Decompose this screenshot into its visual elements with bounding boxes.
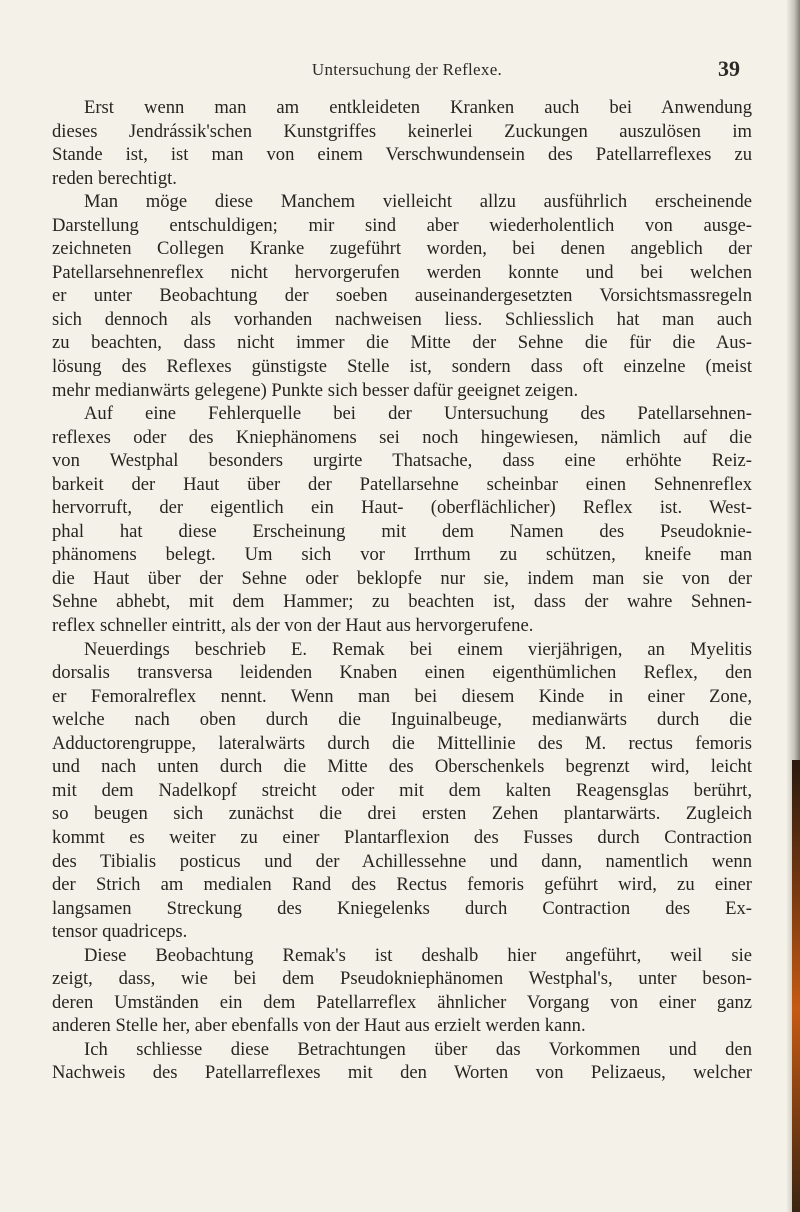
text-line: mehr medianwärts gelegene) Punkte sich besser dafür geeignet zeigen. <box>52 379 579 401</box>
binding-edge <box>792 760 800 1212</box>
text-line: langsamen Streckung des Kniegelenks durch Contraction des Ex- <box>52 897 752 919</box>
text-line: Diese Beobachtung Remak's ist deshalb hier angeführt, weil sie <box>84 944 752 966</box>
text-line: Patellarsehnenreflex nicht hervorgerufen werden konnte und bei welchen <box>52 261 752 283</box>
text-line: so beugen sich zunächst die drei ersten Zehen plantarwärts. Zugleich <box>52 803 752 825</box>
text-line: Erst wenn man am entkleideten Kranken auch bei Anwendung <box>84 97 752 118</box>
text-line: Stande ist, ist man von einem Verschwundensein des Patellarreflexes zu <box>52 144 752 166</box>
text-line: zeigt, dass, wie bei dem Pseudokniephänomen Westphal's, unter beson- <box>52 968 752 990</box>
text-line: welche nach oben durch die Inguinalbeuge, medianwärts durch die <box>52 709 752 731</box>
text-line: anderen Stelle her, aber ebenfalls von der Haut aus erzielt werden kann. <box>52 1015 586 1037</box>
text-line: dorsalis transversa leidenden Knaben einen eigenthümlichen Reflex, den <box>52 662 752 684</box>
text-line: dieses Jendrássik'schen Kunstgriffes keinerlei Zuckungen auszulösen im <box>52 120 752 142</box>
page-header <box>62 58 752 82</box>
text-line: sich dennoch als vorhanden nachweisen liess. Schliesslich hat man auch <box>52 308 752 330</box>
running-title: Untersuchung der Reflexe. <box>311 60 503 79</box>
text-line: lösung des Reflexes günstigste Stelle ist, sondern dass oft einzelne (meist <box>52 356 752 378</box>
text-line: reden berechtigt. <box>52 167 177 189</box>
text-line: Ich schliesse diese Betrachtungen über das Vorkommen und den <box>84 1038 752 1060</box>
text-line: Neuerdings beschrieb E. Remak bei einem vierjährigen, an Myelitis <box>84 638 752 660</box>
text-line: die Haut über der Sehne oder beklopfe nur sie, indem man sie von der <box>52 567 752 589</box>
text-line: Nachweis des Patellarreflexes mit den Worten von Pelizaeus, welcher <box>52 1062 752 1084</box>
text-line: Darstellung entschuldigen; mir sind aber wiederholentlich von ausge- <box>52 214 752 236</box>
body-text <box>52 96 752 1085</box>
text-line: deren Umständen ein dem Patellarreflex ähnlicher Vorgang von einer ganz <box>52 991 752 1013</box>
page-number: 39 <box>718 56 740 81</box>
text-line: reflex schneller eintritt, als der von der Haut aus hervorgerufene. <box>52 615 534 637</box>
text-line: phänomens belegt. Um sich vor Irrthum zu schützen, kneife man <box>52 544 752 566</box>
text-line: Auf eine Fehlerquelle bei der Untersuchung des Patellarsehnen- <box>84 403 752 425</box>
text-line: Sehne abhebt, mit dem Hammer; zu beachten ist, dass der wahre Sehnen- <box>52 591 752 613</box>
text-line: reflexes oder des Kniephänomens sei noch hingewiesen, nämlich auf die <box>52 426 752 448</box>
text-line: zu beachten, dass nicht immer die Mitte der Sehne die für die Aus- <box>52 332 752 354</box>
text-line: er unter Beobachtung der soeben auseinandergesetzten Vorsichtsmassregeln <box>52 285 752 307</box>
text-line: des Tibialis posticus und der Achillessehne und dann, namentlich wenn <box>52 850 752 872</box>
text-line: der Strich am medialen Rand des Rectus femoris geführt wird, zu einer <box>52 874 752 896</box>
text-line: zeichneten Collegen Kranke zugeführt worden, bei denen angeblich der <box>52 238 752 260</box>
text-line: barkeit der Haut über der Patellarsehne scheinbar einen Sehnenreflex <box>52 473 752 495</box>
text-line: von Westphal besonders urgirte Thatsache, dass eine erhöhte Reiz- <box>52 450 752 472</box>
text-line: hervorruft, der eigentlich ein Haut- (oberflächlicher) Reflex ist. West- <box>52 497 752 519</box>
text-line: kommt es weiter zu einer Plantarflexion des Fusses durch Contraction <box>52 826 752 848</box>
text-line: Man möge diese Manchem vielleicht allzu ausführlich erscheinende <box>84 191 752 213</box>
text-line: Adductorengruppe, lateralwärts durch die Mittellinie des M. rectus femoris <box>52 732 752 754</box>
text-line: er Femoralreflex nennt. Wenn man bei diesem Kinde in einer Zone, <box>52 685 752 707</box>
text-line: und nach unten durch die Mitte des Oberschenkels begrenzt wird, leicht <box>52 756 752 778</box>
text-line: tensor quadriceps. <box>52 921 188 943</box>
text-line: phal hat diese Erscheinung mit dem Namen des Pseudoknie- <box>52 520 752 542</box>
text-line: mit dem Nadelkopf streicht oder mit dem kalten Reagensglas berührt, <box>52 779 752 801</box>
